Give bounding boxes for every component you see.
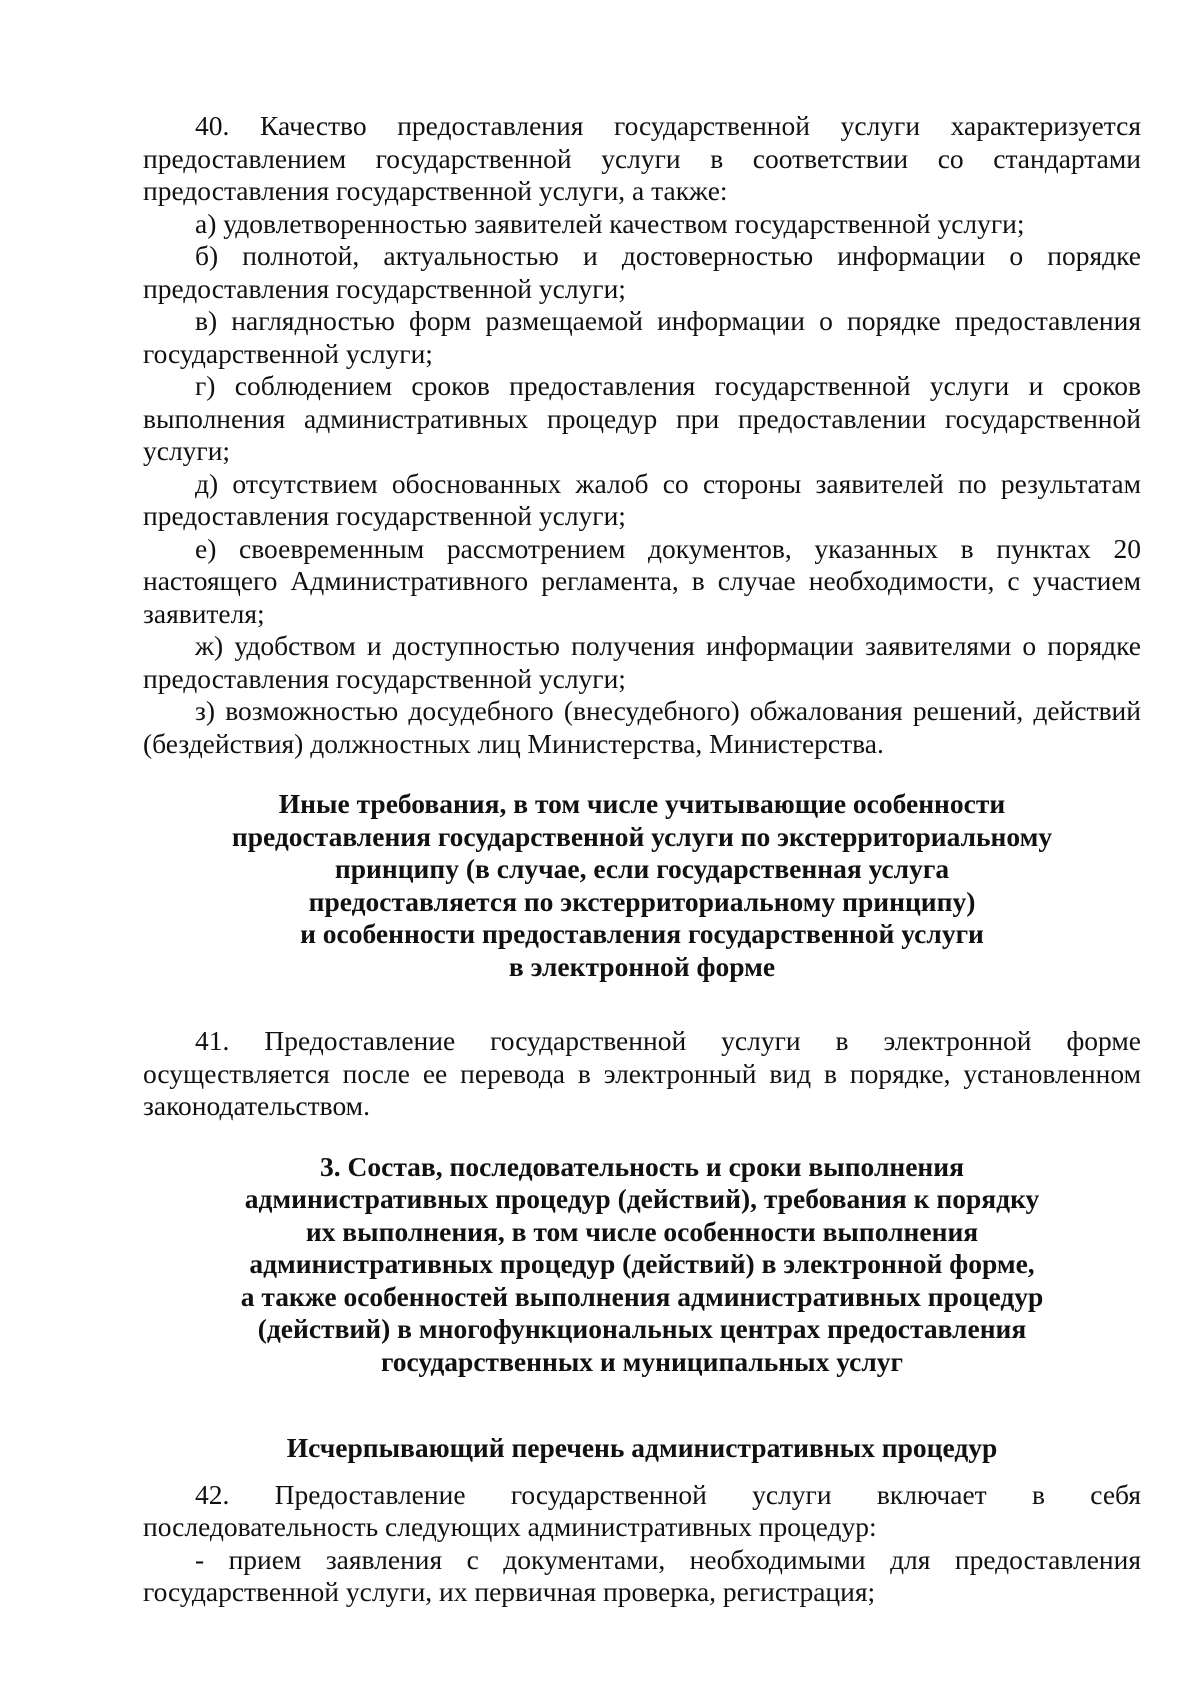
- heading-section-3: [143, 1151, 1141, 1379]
- heading-line: предоставления государственной услуги по экстерриториальному: [231, 820, 1053, 852]
- heading-line: административных процедур (действий), требования к порядку: [244, 1183, 1040, 1214]
- paragraph-40-d: д) отсутствием обоснованных жалоб со стороны заявителей по результатам предоставления государственной услуги;: [143, 467, 1141, 531]
- paragraph-41: 41. Предоставление государственной услуги в электронной форме осуществляется после ее перевода в электронный вид в порядке, установленном законодательством.: [143, 1025, 1141, 1121]
- paragraph-40: 40. Качество предоставления государственной услуги характеризуется предоставлением государственной услуги в соответствии со стандартами предоставления государственной услуги, а также:: [143, 110, 1141, 206]
- paragraph-40-zh: ж) удобством и доступностью получения информации заявителями о порядке предоставления государственной услуги;: [143, 630, 1141, 694]
- document-body: [143, 110, 1141, 1609]
- heading-line: Иные требования, в том числе учитывающие особенности: [278, 788, 1006, 819]
- paragraph-40-v: в) наглядностью форм размещаемой информации о порядке предоставления государственной услуги;: [143, 305, 1141, 369]
- heading-other-requirements: [143, 788, 1141, 983]
- heading-line: и особенности предоставления государственной услуги: [300, 918, 984, 949]
- heading-procedures-list: Исчерпывающий перечень административных процедур: [286, 1432, 998, 1463]
- heading-line: предоставляется по экстерриториальному принципу): [308, 885, 976, 917]
- paragraph-42-item: - прием заявления с документами, необходимыми для предоставления государственной услуги, их первичная проверка, регистрация;: [143, 1543, 1141, 1607]
- heading-line: государственных и муниципальных услуг: [380, 1345, 904, 1377]
- paragraph-40-g: г) соблюдением сроков предоставления государственной услуги и сроков выполнения административных процедур при предоставлении государственной услуги;: [143, 370, 1141, 466]
- paragraph-42: 42. Предоставление государственной услуги включает в себя последовательность следующих административных процедур:: [143, 1478, 1141, 1542]
- spacer: [143, 1123, 1141, 1151]
- paragraph-40-a: а) удовлетворенностью заявителей качеством государственной услуги;: [195, 207, 1025, 239]
- spacer: [143, 1378, 1141, 1432]
- spacer: [143, 760, 1141, 788]
- heading-line: административных процедур (действий) в электронной форме,: [249, 1248, 1035, 1279]
- heading-line: их выполнения, в том числе особенности выполнения: [305, 1215, 979, 1247]
- spacer: [143, 1465, 1141, 1479]
- paragraph-40-e: е) своевременным рассмотрением документов, указанных в пунктах 20 настоящего Административного регламента, в случае необходимости, с участием заявителя;: [143, 532, 1141, 629]
- heading-line: 3. Состав, последовательность и сроки выполнения: [320, 1150, 964, 1182]
- heading-line: а также особенностей выполнения административных процедур: [240, 1280, 1044, 1312]
- heading-line: (действий) в многофункциональных центрах предоставления: [257, 1313, 1027, 1344]
- paragraph-40-b: б) полнотой, актуальностью и достоверностью информации о порядке предоставления государственной услуги;: [143, 240, 1141, 304]
- heading-line: принципу (в случае, если государственная услуга: [334, 853, 950, 884]
- heading-line: в электронной форме: [508, 950, 776, 982]
- spacer: [143, 983, 1141, 1025]
- paragraph-40-z: з) возможностью досудебного (внесудебного) обжалования решений, действий (бездействия) должностных лиц Министерства, Министерства.: [143, 695, 1141, 759]
